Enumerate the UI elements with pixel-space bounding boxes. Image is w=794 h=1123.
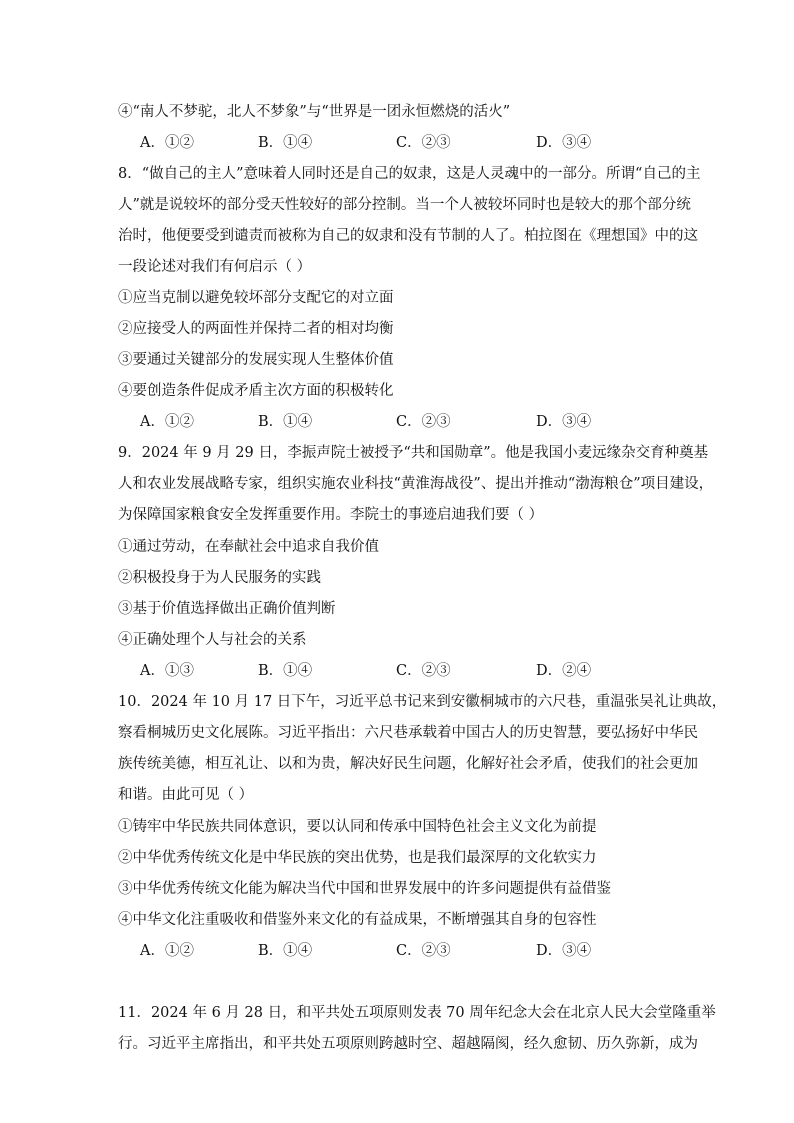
question-9-item-1: ①通过劳动，在奉献社会中追求自我价值 (118, 539, 379, 555)
question-9-item-3: ③基于价值选择做出正确价值判断 (118, 601, 336, 617)
question-11-stem-line: 11．2024 年 6 月 28 日，和平共处五项原则发表 70 周年纪念大会在北京人民大会堂隆重举 (118, 1005, 716, 1021)
question-10-stem-line: 10．2024 年 10 月 17 日下午，习近平总书记来到安徽桐城市的六尺巷，重温张吴礼让典故， (118, 694, 727, 710)
question-10-item-3: ③中华优秀传统文化能为解决当代中国和世界发展中的许多问题提供有益借鉴 (118, 881, 611, 897)
question-8-stem-line: 治时，他便要受到谴责而被称为自己的奴隶和没有节制的人了。柏拉图在《理想国》中的这 (118, 228, 698, 244)
option-b: B．①④ (258, 414, 313, 430)
option-d: D．③④ (536, 414, 592, 430)
option-a: A．①② (140, 135, 194, 151)
option-a: A．①② (140, 414, 194, 430)
option-b: B．①④ (258, 135, 313, 151)
option-d: D．③④ (536, 135, 592, 151)
question-9-item-4: ④正确处理个人与社会的关系 (118, 632, 307, 648)
question-9-stem-line: 人和农业发展战略专家，组织实施农业科技“黄淮海战役”、提出并推动“渤海粮仓”项目建设， (118, 476, 714, 492)
question-10-item-2: ②中华优秀传统文化是中华民族的突出优势，也是我们最深厚的文化软实力 (118, 850, 597, 866)
question-11-stem-line: 行。习近平主席指出，和平共处五项原则跨越时空、超越隔阂，经久愈韧、历久弥新，成为 (118, 1036, 698, 1052)
question-10-stem-line: 和谐。由此可见（ ） (118, 787, 254, 803)
question-10-stem-line: 族传统美德，相互礼让、以和为贵，解决好民生问题，化解好社会矛盾，使我们的社会更加 (118, 756, 698, 772)
option-c: C．②③ (396, 663, 451, 679)
option-b: B．①④ (258, 943, 313, 959)
question-9-stem-line: 9．2024 年 9 月 29 日，李振声院士被授予“共和国勋章”。他是我国小麦远缘杂交育种奠基 (118, 445, 709, 461)
question-10-stem-line: 察看桐城历史文化展陈。习近平指出：六尺巷承载着中国古人的历史智慧，要弘扬好中华民 (118, 725, 698, 741)
question-7-item-4: ④“南人不梦驼，北人不梦象”与“世界是一团永恒燃烧的活火” (118, 104, 511, 120)
question-8-stem-line: 人”就是说较坏的部分受天性较好的部分控制。当一个人被较坏同时也是较大的那个部分统 (118, 197, 691, 213)
question-10-item-1: ①铸牢中华民族共同体意识，要以认同和传承中国特色社会主义文化为前提 (118, 819, 597, 835)
option-c: C．②③ (396, 414, 451, 430)
question-8-item-3: ③要通过关键部分的发展实现人生整体价值 (118, 352, 394, 368)
option-d: D．②④ (536, 663, 592, 679)
question-8-item-1: ①应当克制以避免较坏部分支配它的对立面 (118, 290, 394, 306)
question-10-item-4: ④中华文化注重吸收和借鉴外来文化的有益成果，不断增强其自身的包容性 (118, 912, 597, 928)
option-c: C．②③ (396, 135, 451, 151)
question-8-stem-line: 8．“做自己的主人”意味着人同时还是自己的奴隶，这是人灵魂中的一部分。所谓“自己的主 (118, 166, 701, 182)
question-8-item-2: ②应接受人的两面性并保持二者的相对均衡 (118, 321, 394, 337)
question-8-stem-line: 一段论述对我们有何启示（ ） (118, 259, 312, 275)
option-b: B．①④ (258, 663, 313, 679)
option-d: D．③④ (536, 943, 592, 959)
option-a: A．①③ (140, 663, 194, 679)
question-9-item-2: ②积极投身于为人民服务的实践 (118, 570, 321, 586)
question-9-stem-line: 为保障国家粮食安全发挥重要作用。李院士的事迹启迪我们要（ ） (118, 507, 544, 523)
option-a: A．①② (140, 943, 194, 959)
question-8-item-4: ④要创造条件促成矛盾主次方面的积极转化 (118, 383, 394, 399)
option-c: C．②③ (396, 943, 451, 959)
